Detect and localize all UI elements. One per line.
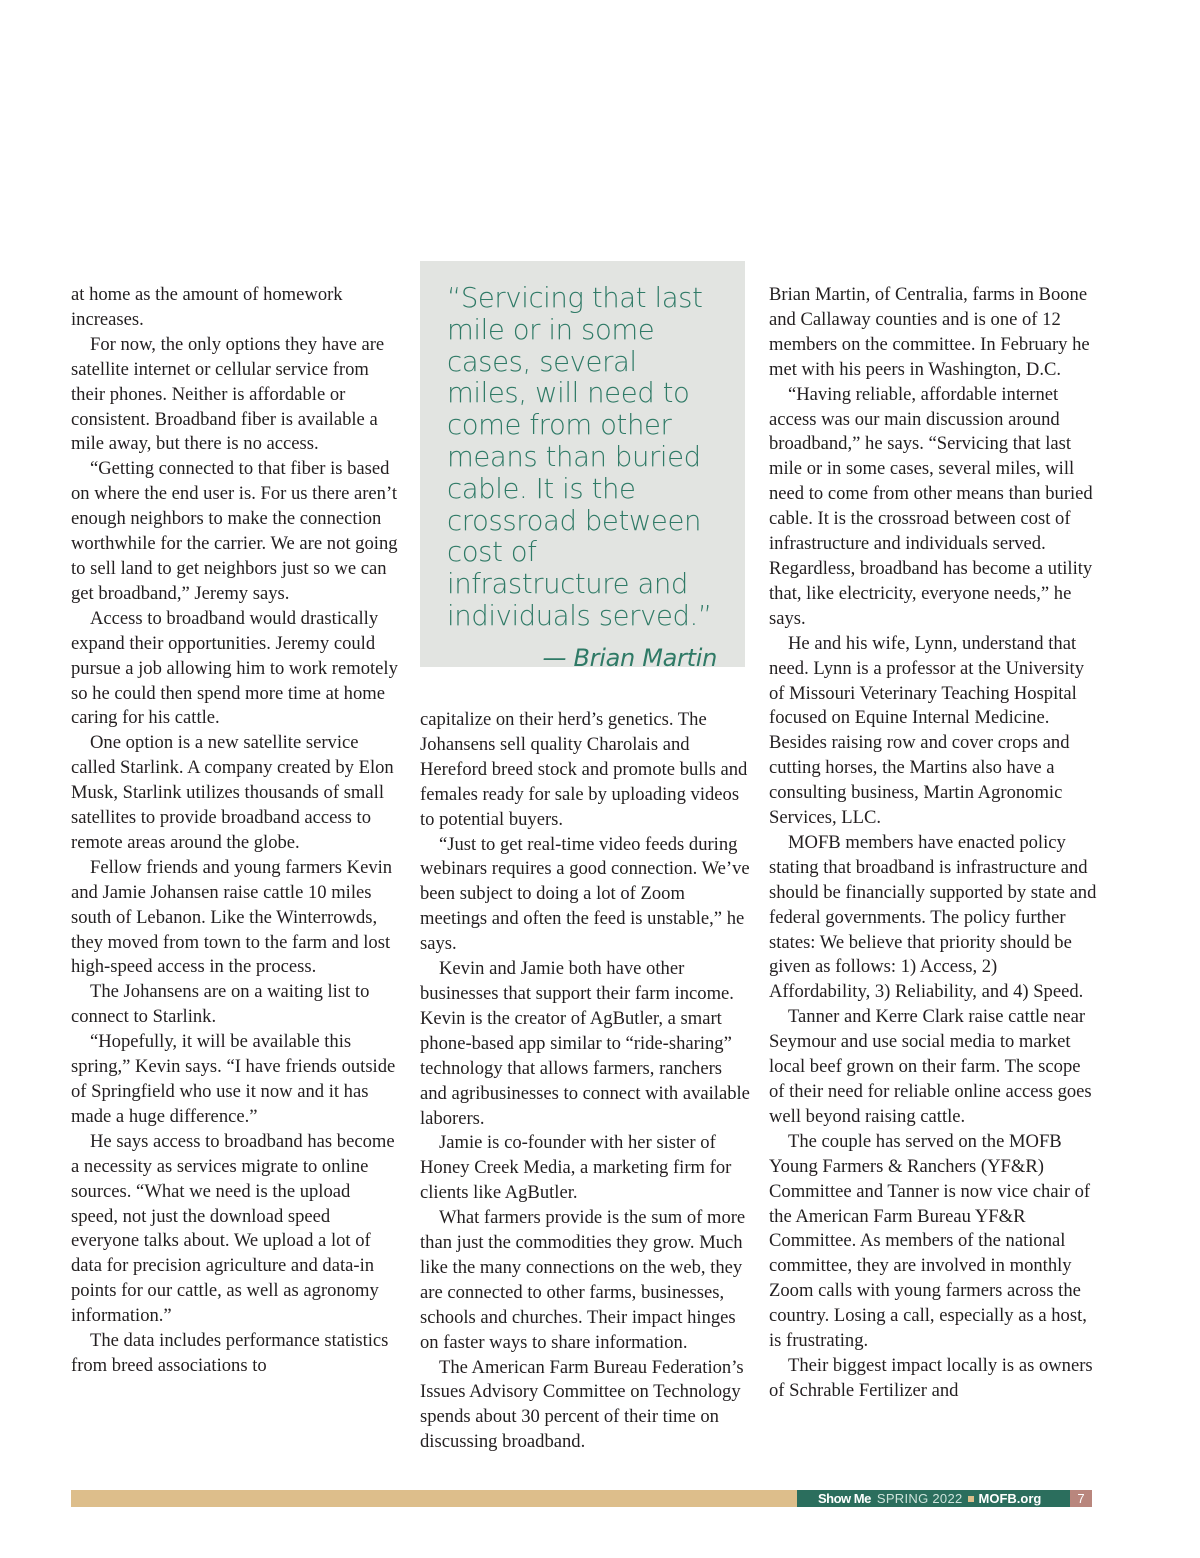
square-divider-icon (968, 1496, 974, 1502)
paragraph: One option is a new satellite service called Starlink. A company created by Elon Musk, Starlink utilizes thousands of small satellites to provide broadband access to remote areas around the globe. (71, 732, 394, 853)
paragraph: Brian Martin, of Centralia, farms in Boone and Callaway counties and is one of 12 members on the committee. In February he met with his peers in Washington, D.C. (769, 284, 1090, 380)
paragraph: The data includes performance statistics from breed associations to (71, 1330, 389, 1376)
article-column-1 (71, 283, 401, 1379)
paragraph: The Johansens are on a waiting list to connect to Starlink. (71, 981, 370, 1028)
paragraph: at home as the amount of homework increases. (71, 284, 343, 330)
paragraph: For now, the only options they have are satellite internet or cellular service from their phones. Neither is affordable or consistent. Broadband fiber is available a mile away, but there is no access. (71, 333, 385, 455)
footer-publication-tag (797, 1490, 1070, 1507)
paragraph: capitalize on their herd’s genetics. The Johansens sell quality Charolais and Hereford breed stock and promote bulls and females ready for sale by uploading videos to potential buyers. (420, 709, 748, 830)
website-label: MOFB.org (978, 1491, 1042, 1506)
pull-quote (420, 261, 745, 672)
paragraph: “Having reliable, affordable internet access was our main discussion around broadband,” he says. “Servicing that last mile or in some cases, several miles, will need to come from other means than buried cable. It is the crossroad between cost of infrastructure and individuals served. Regardless, broadband has become a utility that, like electricity, everyone needs,” he says. (769, 383, 1093, 629)
paragraph: The couple has served on the MOFB Young Farmers & Ranchers (YF&R) Committee and Tanner is now vice chair of the American Farm Bureau YF&R Committee. As members of the national committee, they are involved in monthly Zoom calls with young farmers across the country. Losing a call, especially as a host, is frustrating. (769, 1130, 1091, 1352)
paragraph: Fellow friends and young farmers Kevin and Jamie Johansen raise cattle 10 miles south of Lebanon. Like the Winterrowds, they moved from town to the farm and lost high-speed access in the process. (71, 856, 393, 978)
article-column-2 (420, 708, 750, 1455)
paragraph: He and his wife, Lynn, understand that need. Lynn is a professor at the University of Missouri Veterinary Teaching Hospital focused on Equine Internal Medicine. Besides raising row and cover crops and cutting horses, the Martins also have a consulting business, Martin Agronomic Services, LLC. (769, 632, 1084, 829)
paragraph: What farmers provide is the sum of more than just the commodities they grow. Much like the many connections on the web, they are connected to other farms, businesses, schools and churches. Their impact hinges on faster ways to share information. (420, 1207, 746, 1353)
page-number: 7 (1070, 1490, 1092, 1507)
paragraph: Jamie is co-founder with her sister of Honey Creek Media, a marketing firm for clients like AgButler. (420, 1132, 732, 1204)
paragraph: He says access to broadband has become a necessity as services migrate to online sources. “What we need is the upload speed, not just the download speed everyone talks about. We upload a lot of data for precision agriculture and data-in points for our cattle, as well as agronomy information.” (71, 1130, 395, 1327)
paragraph: “Just to get real-time video feeds during webinars requires a good connection. We’ve been subject to doing a lot of Zoom meetings and often the feed is unstable,” he says. (420, 833, 750, 955)
paragraph: Their biggest impact locally is as owners of Schrable Fertilizer and (769, 1354, 1093, 1401)
paragraph: “Hopefully, it will be available this spring,” Kevin says. “I have friends outside of Springfield who use it now and it has made a huge difference.” (71, 1031, 396, 1127)
pull-quote-attribution: — Brian Martin (542, 643, 717, 672)
paragraph: Access to broadband would drastically expand their opportunities. Jeremy could pursue a job allowing him to work remotely so he could then spend more time at home caring for his cattle. (71, 607, 398, 729)
paragraph: “Getting connected to that fiber is based on where the end user is. For us there aren’t enough neighbors to make the connection worthwhile for the carrier. We are not going to sell land to get neighbors just so we can get broadband,” Jeremy says. (71, 458, 398, 604)
article-column-3 (769, 283, 1099, 1404)
paragraph: Kevin and Jamie both have other businesses that support their farm income. Kevin is the creator of AgButler, a smart phone-based app similar to “ride-sharing” technology that allows farmers, ranchers and agribusinesses to connect with available laborers. (420, 958, 750, 1129)
magazine-brand: Show Me (818, 1491, 871, 1506)
paragraph: MOFB members have enacted policy stating that broadband is infrastructure and should be financially supported by state and federal governments. The policy further states: We believe that priority should be given as follows: 1) Access, 2) Affordability, 3) Reliability, and 4) Speed. (769, 831, 1097, 1003)
issue-label: SPRING 2022 (876, 1491, 963, 1506)
pull-quote-text: “Servicing that last mile or in some cases, several miles, will need to come from other means than buried cable. It is the crossroad between cost of infrastructure and individuals served.” (447, 282, 712, 632)
paragraph: Tanner and Kerre Clark raise cattle near Seymour and use social media to market local beef grown on their farm. The scope of their need for reliable online access goes well beyond raising cattle. (769, 1006, 1092, 1127)
paragraph: The American Farm Bureau Federation’s Issues Advisory Committee on Technology spends about 30 percent of their time on discussing broadband. (420, 1356, 744, 1453)
